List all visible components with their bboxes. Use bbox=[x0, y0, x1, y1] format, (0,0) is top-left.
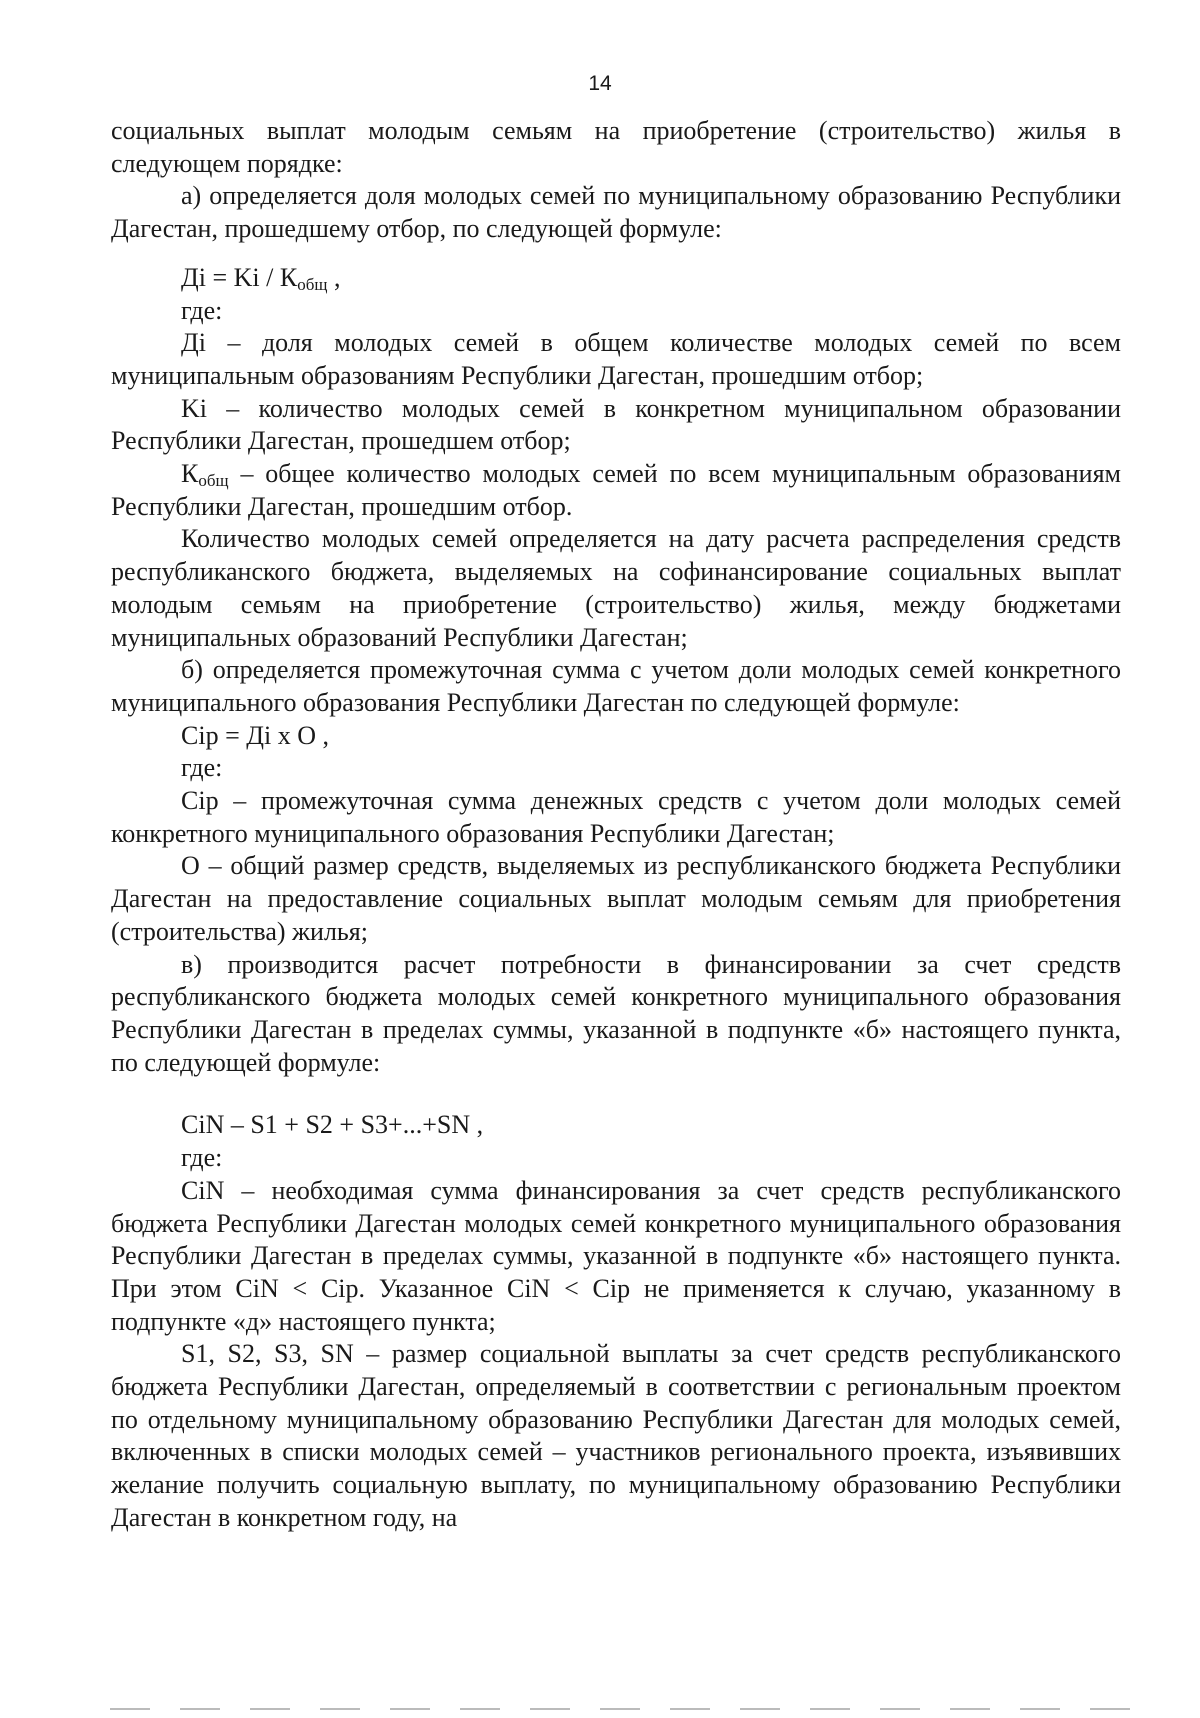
paragraph-a: а) определяется доля молодых семей по муниципальному образованию Республики Дагестан, прошедшему отбор, по следующей формуле: bbox=[111, 181, 1121, 244]
definition-k-symbol: К bbox=[181, 459, 199, 489]
where-label-3: где: bbox=[181, 1143, 223, 1173]
paragraph-b: б) определяется промежуточная сумма с учетом доли молодых семей конкретного муниципального образования Республики Дагестан по следующей формуле: bbox=[111, 655, 1121, 717]
paragraph-intro: социальных выплат молодым семьям на приобретение (строительство) жилья в следующем порядке: bbox=[111, 116, 1121, 178]
paragraph-v: в) производится расчет потребности в финансировании за счет средств республиканского бюджета молодых семей конкретного муниципального образования Республики Дагестан в пределах суммы, указанной в подпункте «б» настоящего пункта, по следующей формуле: bbox=[111, 949, 1121, 1077]
definition-s: S1, S2, S3, SN – размер социальной выплаты за счет средств республиканского бюджета Республики Дагестан, определяемый в соответствии с региональным проектом по отдельному муниципальному образованию Республики Дагестан для молодых семей, включенных в списки молодых семей – участников регионального проекта, изъявивших желание получить социальную выплату, по муниципальному образованию Республики Дагестан в конкретном году, на bbox=[111, 1339, 1121, 1532]
formula-di-subscript: общ bbox=[297, 274, 328, 294]
definition-di: Дi – доля молодых семей в общем количестве молодых семей по всем муниципальным образованиям Республики Дагестан, прошедшим отбор; bbox=[111, 328, 1121, 390]
definition-k-subscript: общ bbox=[198, 471, 229, 491]
where-label-2: где: bbox=[181, 753, 223, 783]
document-body bbox=[111, 115, 1121, 1535]
definition-k-total bbox=[111, 458, 1121, 523]
formula-cip: Сip = Дi x О , bbox=[181, 720, 329, 750]
paragraph-count-date: Количество молодых семей определяется на дату расчета распределения средств республиканского бюджета, выделяемых на софинансирование социальных выплат молодым семьям на приобретение (строительство) жилья, между бюджетами муниципальных образований Республики Дагестан; bbox=[111, 524, 1121, 652]
formula-cin: СiN – S1 + S2 + S3+...+SN , bbox=[181, 1110, 484, 1140]
definition-k-text: – общее количество молодых семей по всем муниципальным образованиям Республики Дагестан, прошедшим отбор. bbox=[111, 459, 1121, 521]
formula-di bbox=[111, 262, 1121, 295]
formula-di-main: Дi = Ki / К bbox=[181, 262, 298, 292]
formula-di-tail: , bbox=[327, 262, 341, 292]
page-number: 14 bbox=[588, 72, 612, 95]
definition-cip: Сip – промежуточная сумма денежных средств с учетом доли молодых семей конкретного муниципального образования Республики Дагестан; bbox=[111, 786, 1121, 848]
definition-o: О – общий размер средств, выделяемых из республиканского бюджета Республики Дагестан на предоставление социальных выплат молодым семьям для приобретения (строительства) жилья; bbox=[111, 851, 1121, 946]
scan-bottom-edge bbox=[110, 1708, 1140, 1710]
definition-cin: СiN – необходимая сумма финансирования за счет средств республиканского бюджета Республики Дагестан молодых семей конкретного муниципального образования Республики Дагестан в пределах суммы, указанной в подпункте «б» настоящего пункта. При этом СiN < Сip. Указанное СiN < Сip не применяется к случаю, указанному в подпункте «д» настоящего пункта; bbox=[111, 1175, 1121, 1336]
where-label-1: где: bbox=[181, 295, 223, 325]
definition-ki: Ki – количество молодых семей в конкретном муниципальном образовании Республики Дагестан, прошедшем отбор; bbox=[111, 393, 1121, 456]
